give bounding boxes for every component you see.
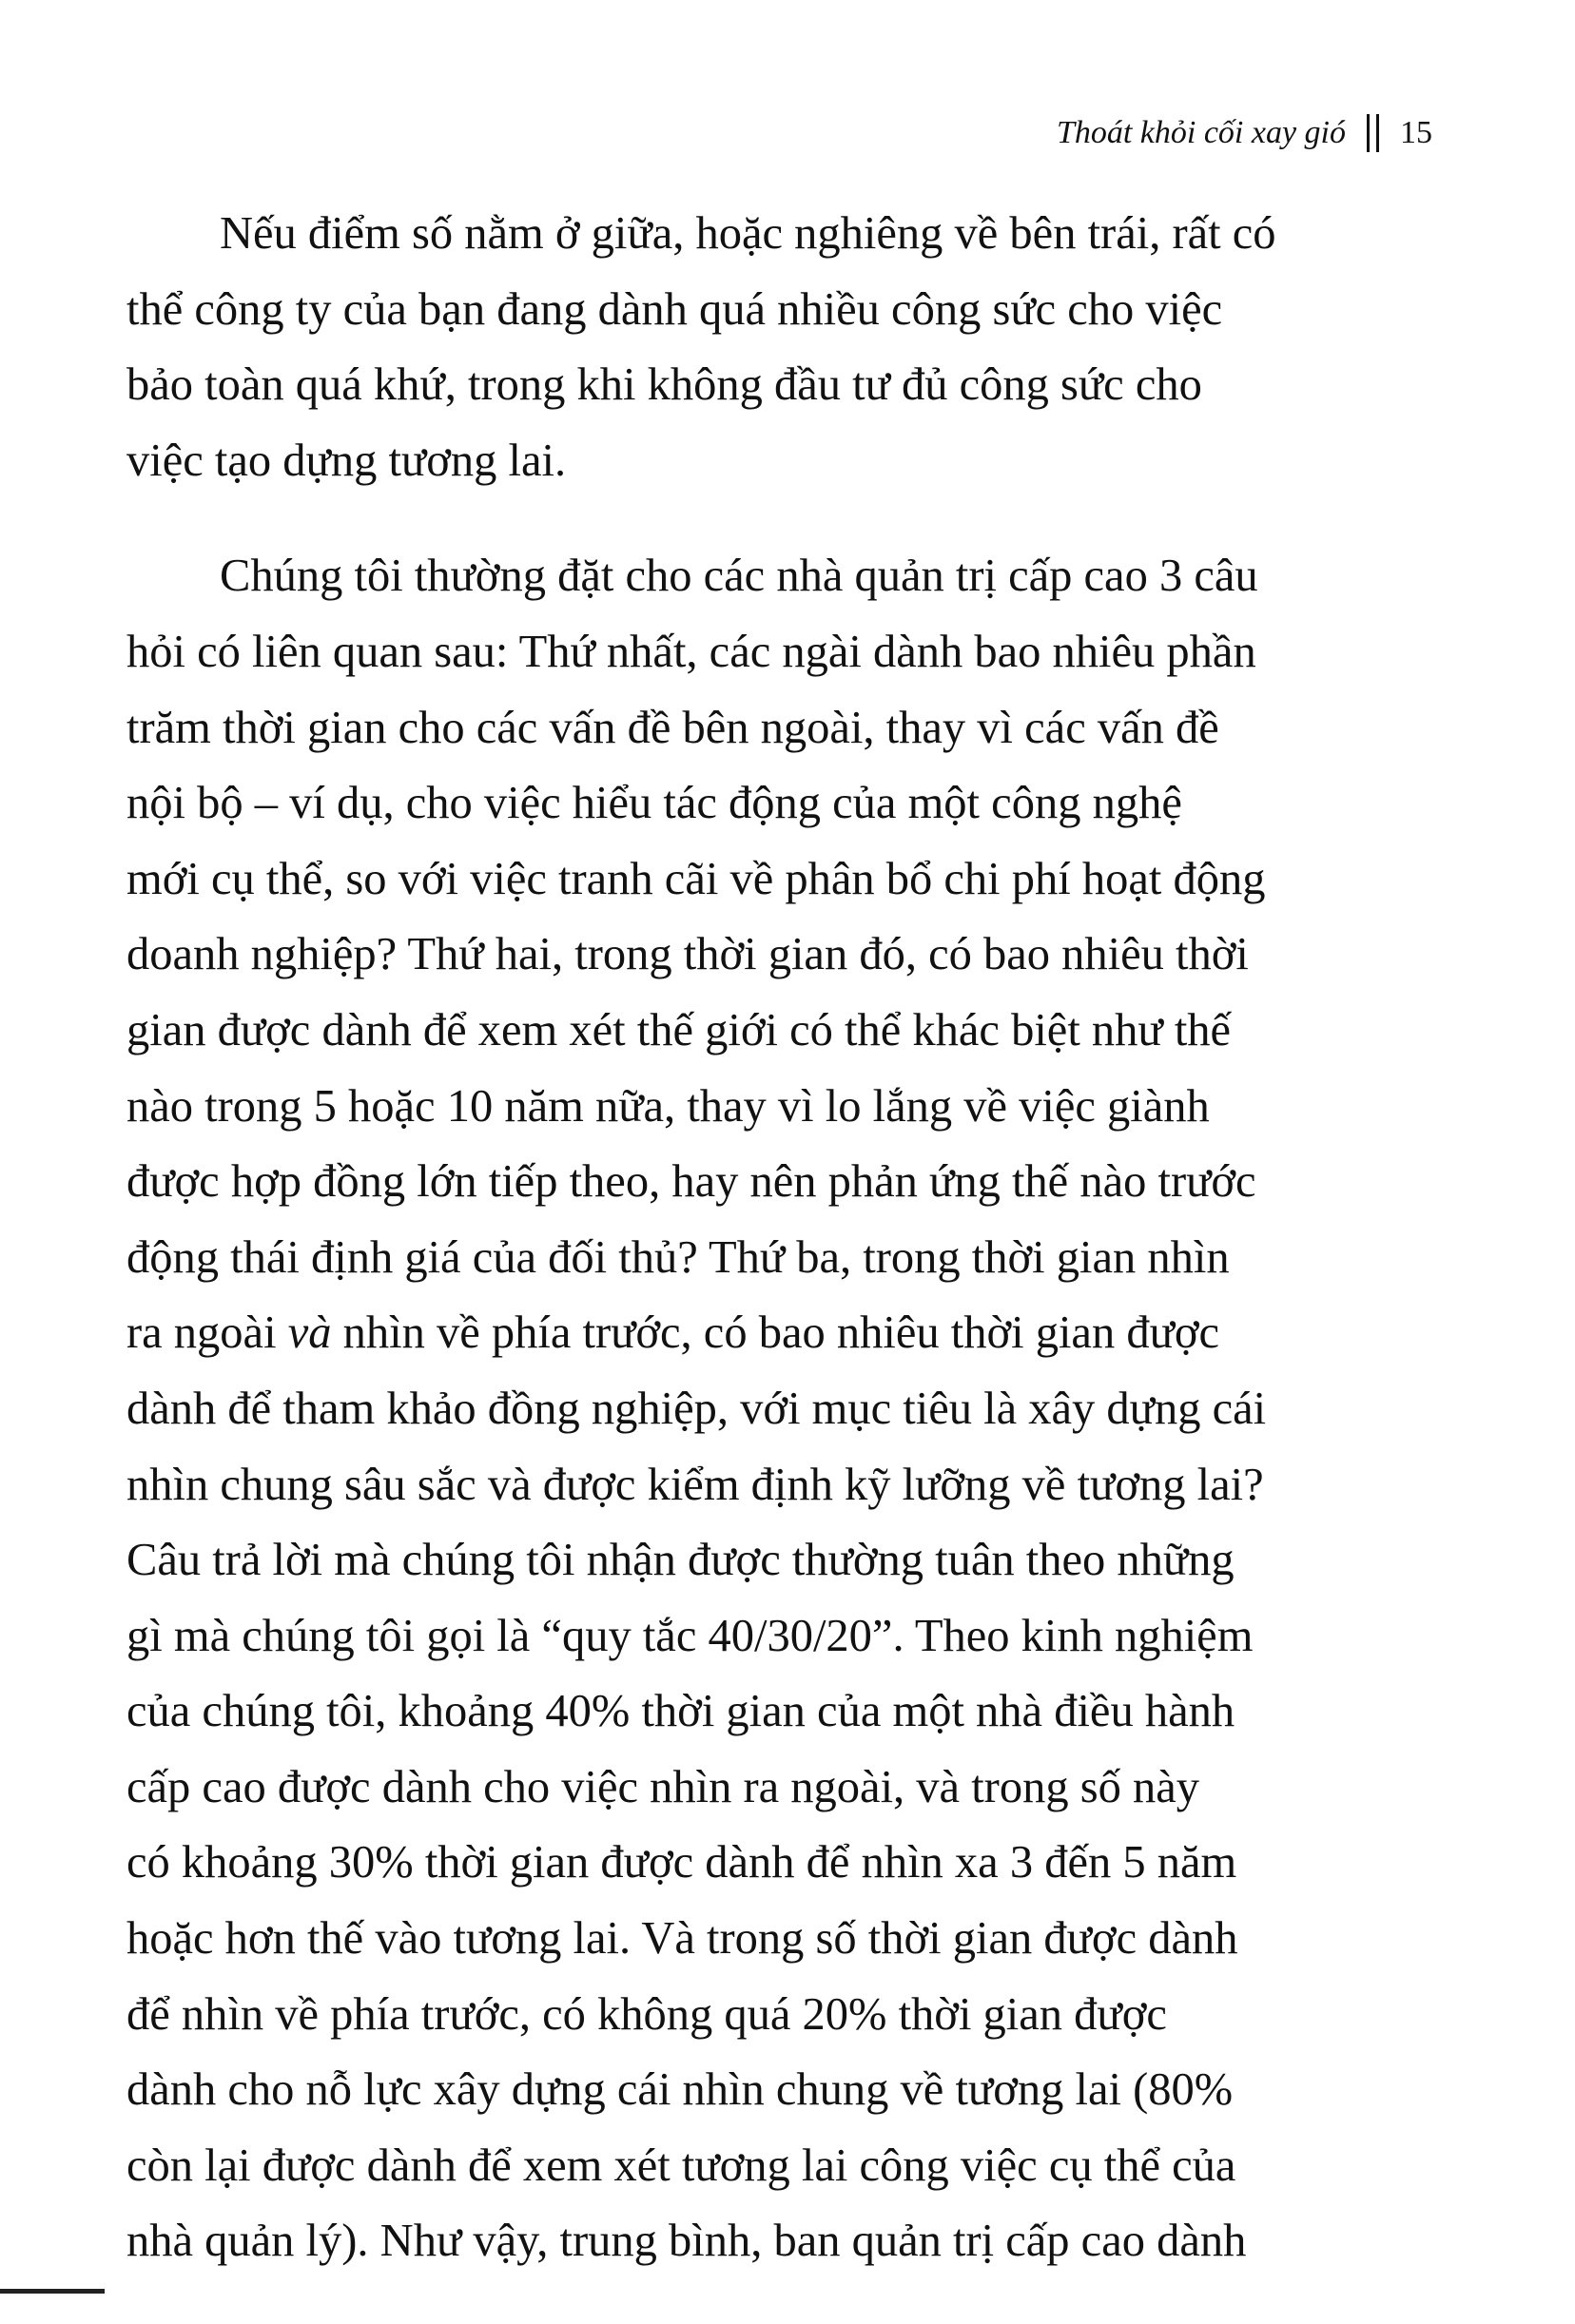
text-line: việc tạo dựng tương lai. xyxy=(126,435,567,486)
text-line-with-emphasis xyxy=(126,1295,1412,1371)
text-line: dành để tham khảo đồng nghiệp, với mục tiêu là xây dựng cái xyxy=(126,1383,1267,1434)
text-line: để nhìn về phía trước, có không quá 20% thời gian được xyxy=(126,1988,1167,2040)
paragraph-1 xyxy=(126,196,1412,498)
text-run: ra ngoài xyxy=(126,1307,288,1359)
text-line: thể công ty của bạn đang dành quá nhiều công sức cho việc xyxy=(126,283,1223,335)
header-double-rule xyxy=(1367,114,1379,152)
paragraph-2 xyxy=(126,538,1412,2279)
text-line: hoặc hơn thế vào tương lai. Và trong số thời gian được dành xyxy=(126,1913,1238,1965)
text-line: nội bộ – ví dụ, cho việc hiểu tác động của một công nghệ xyxy=(126,778,1182,829)
running-title: Thoát khỏi cối xay gió xyxy=(1056,115,1346,150)
text-line: trăm thời gian cho các vấn đề bên ngoài, thay vì các vấn đề xyxy=(126,702,1219,753)
text-line: gì mà chúng tôi gọi là “quy tắc 40/30/20”. Theo kinh nghiệm xyxy=(126,1610,1254,1661)
text-line: cấp cao được dành cho việc nhìn ra ngoài, và trong số này xyxy=(126,1761,1199,1812)
text-line: nhà quản lý). Như vậy, trung bình, ban quản trị cấp cao dành xyxy=(126,2216,1247,2267)
text-line: Câu trả lời mà chúng tôi nhận được thường tuân theo những xyxy=(126,1535,1235,1586)
page-number: 15 xyxy=(1400,115,1432,150)
text-line: được hợp đồng lớn tiếp theo, hay nên phản ứng thế nào trước xyxy=(126,1156,1256,1208)
text-line: Nếu điểm số nằm ở giữa, hoặc nghiêng về bên trái, rất có xyxy=(220,208,1276,259)
text-line: mới cụ thể, so với việc tranh cãi về phân bổ chi phí hoạt động xyxy=(126,853,1266,904)
emphasis-word: và xyxy=(287,1307,332,1359)
text-run: nhìn về phía trước, có bao nhiêu thời gian được xyxy=(331,1307,1220,1359)
text-line: nào trong 5 hoặc 10 năm nữa, thay vì lo lắng về việc giành xyxy=(126,1080,1210,1132)
text-line: Chúng tôi thường đặt cho các nhà quản trị cấp cao 3 câu xyxy=(220,551,1258,602)
text-line: có khoảng 30% thời gian được dành để nhìn xa 3 đến 5 năm xyxy=(126,1837,1237,1888)
text-line: hỏi có liên quan sau: Thứ nhất, các ngài dành bao nhiêu phần xyxy=(126,626,1256,677)
text-line: còn lại được dành để xem xét tương lai công việc cụ thể của xyxy=(126,2140,1236,2191)
text-line: gian được dành để xem xét thế giới có thể khác biệt như thế xyxy=(126,1004,1232,1055)
scan-edge-mark xyxy=(0,2289,105,2294)
text-line: động thái định giá của đối thủ? Thứ ba, trong thời gian nhìn xyxy=(126,1231,1230,1283)
body-text xyxy=(126,196,1412,2279)
text-line: dành cho nỗ lực xây dựng cái nhìn chung về tương lai (80% xyxy=(126,2064,1234,2116)
text-line: bảo toàn quá khứ, trong khi không đầu tư đủ công sức cho xyxy=(126,359,1202,411)
text-line: của chúng tôi, khoảng 40% thời gian của một nhà điều hành xyxy=(126,1686,1235,1737)
text-line: doanh nghiệp? Thứ hai, trong thời gian đó, có bao nhiêu thời xyxy=(126,929,1249,980)
running-header xyxy=(1057,112,1432,154)
text-line: nhìn chung sâu sắc và được kiểm định kỹ lưỡng về tương lai? xyxy=(126,1459,1264,1510)
